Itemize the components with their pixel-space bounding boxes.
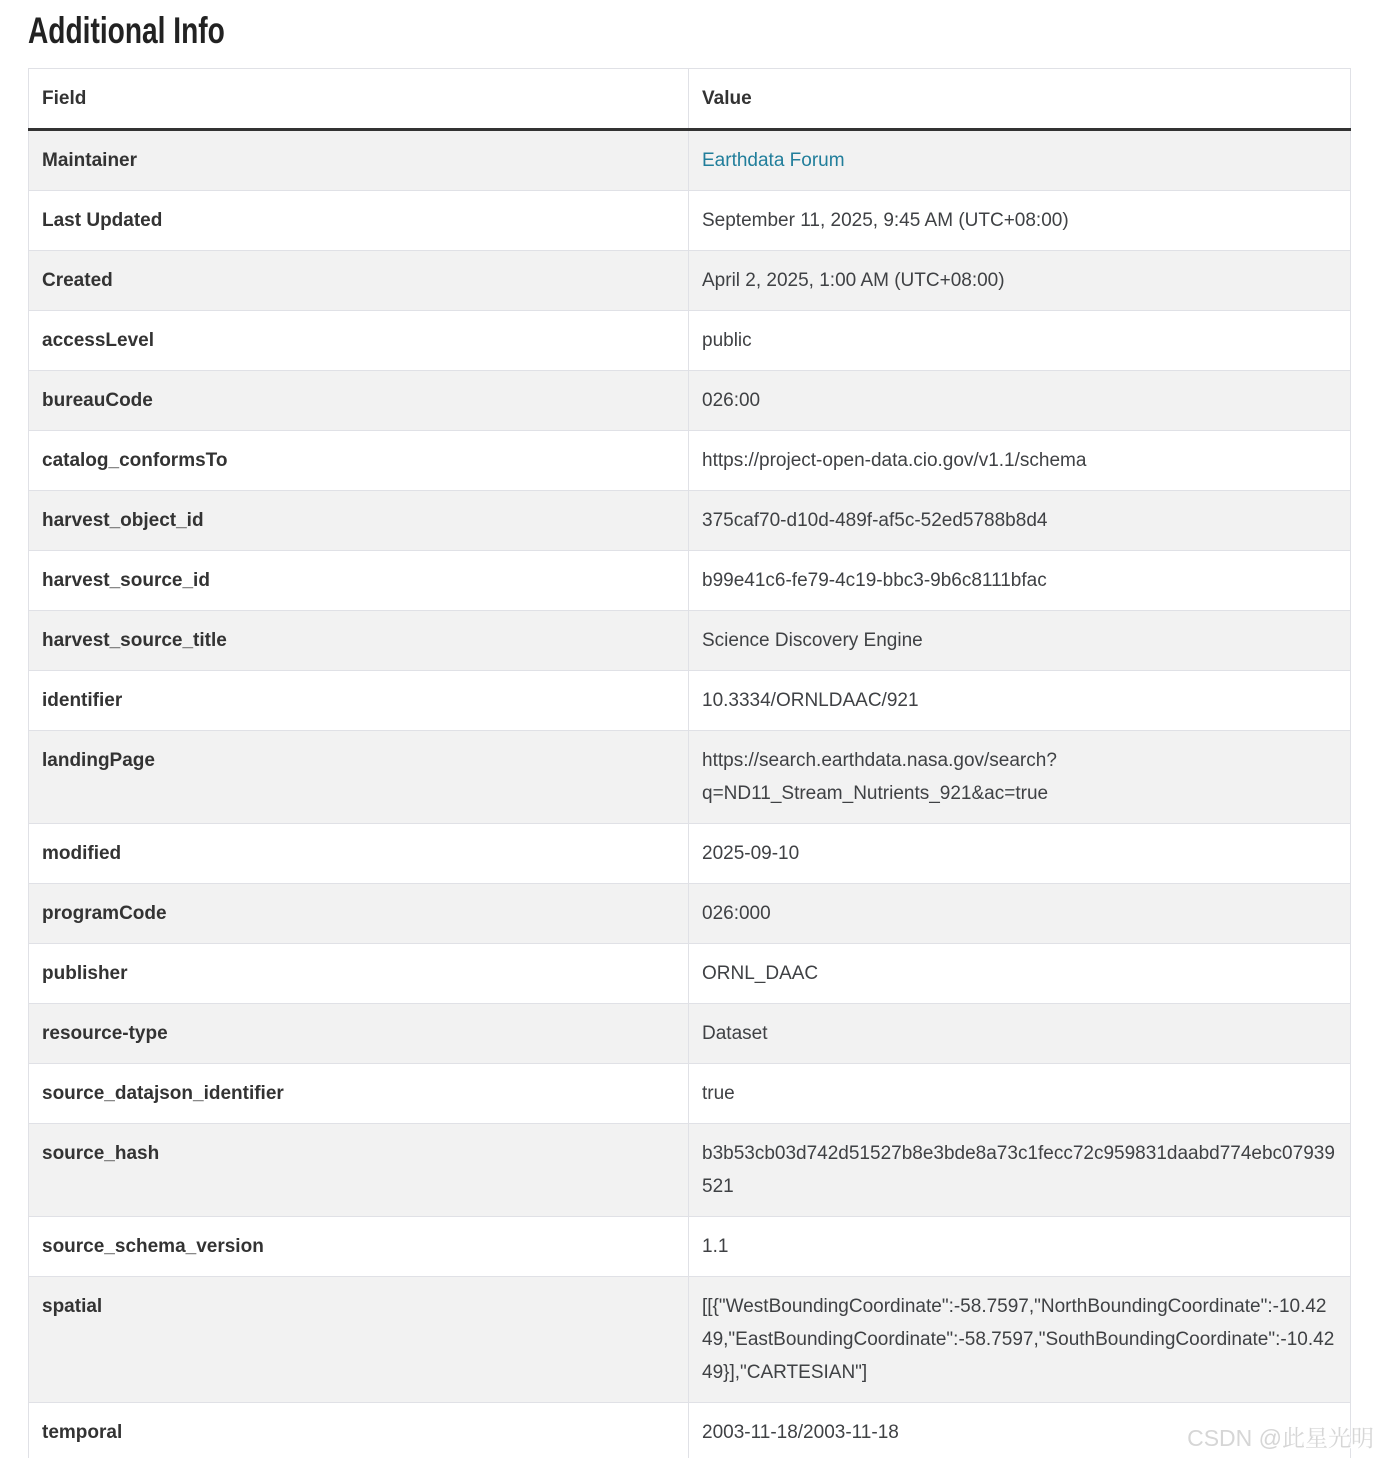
table-row xyxy=(29,731,1351,824)
field-value-cell: 2025-09-10 xyxy=(689,824,1351,884)
field-name-cell: temporal xyxy=(29,1403,689,1458)
table-row xyxy=(29,371,1351,431)
field-value-cell xyxy=(689,130,1351,191)
table-row xyxy=(29,251,1351,311)
field-name-cell: harvest_object_id xyxy=(29,491,689,551)
table-row xyxy=(29,1064,1351,1124)
additional-info-table xyxy=(28,68,1351,1458)
field-name-cell: catalog_conformsTo xyxy=(29,431,689,491)
field-value-cell: 1.1 xyxy=(689,1217,1351,1277)
field-value-cell: b99e41c6-fe79-4c19-bbc3-9b6c8111bfac xyxy=(689,551,1351,611)
field-name-cell: resource-type xyxy=(29,1004,689,1064)
table-row xyxy=(29,1124,1351,1217)
field-name-cell: modified xyxy=(29,824,689,884)
field-name-cell: programCode xyxy=(29,884,689,944)
table-header-row xyxy=(29,69,1351,130)
table-header xyxy=(29,69,1351,130)
field-value-cell: [[{"WestBoundingCoordinate":-58.7597,"NorthBoundingCoordinate":-10.4249,"EastBoundingCoordinate":-58.7597,"SouthBoundingCoordinate":-10.4249}],"CARTESIAN"] xyxy=(689,1277,1351,1403)
table-row xyxy=(29,311,1351,371)
table-row xyxy=(29,191,1351,251)
field-name-cell: bureauCode xyxy=(29,371,689,431)
table-row xyxy=(29,884,1351,944)
csdn-watermark: CSDN @此星光明 xyxy=(1187,1425,1374,1451)
table-row xyxy=(29,491,1351,551)
field-name-cell: harvest_source_title xyxy=(29,611,689,671)
table-body xyxy=(29,130,1351,1458)
field-value-cell: public xyxy=(689,311,1351,371)
field-value-cell: b3b53cb03d742d51527b8e3bde8a73c1fecc72c959831daabd774ebc07939521 xyxy=(689,1124,1351,1217)
field-name-cell: landingPage xyxy=(29,731,689,824)
table-row xyxy=(29,130,1351,191)
field-column-header: Field xyxy=(29,69,689,130)
page-title: Additional Info xyxy=(28,10,225,51)
table-row xyxy=(29,551,1351,611)
field-name-cell: accessLevel xyxy=(29,311,689,371)
field-name-cell: source_schema_version xyxy=(29,1217,689,1277)
field-name-cell: identifier xyxy=(29,671,689,731)
maintainer-link[interactable]: Earthdata Forum xyxy=(702,150,845,171)
field-name-cell: source_datajson_identifier xyxy=(29,1064,689,1124)
field-value-cell: 2003-11-18/2003-11-18 xyxy=(689,1403,1351,1458)
field-value-cell: https://project-open-data.cio.gov/v1.1/schema xyxy=(689,431,1351,491)
table-row xyxy=(29,431,1351,491)
field-value-cell: 10.3334/ORNLDAAC/921 xyxy=(689,671,1351,731)
field-value-cell: 026:000 xyxy=(689,884,1351,944)
table-row xyxy=(29,1217,1351,1277)
field-name-cell: spatial xyxy=(29,1277,689,1403)
value-column-header: Value xyxy=(689,69,1351,130)
field-name-cell: Last Updated xyxy=(29,191,689,251)
table-row xyxy=(29,611,1351,671)
field-name-cell: Created xyxy=(29,251,689,311)
field-value-cell: ORNL_DAAC xyxy=(689,944,1351,1004)
field-value-cell: April 2, 2025, 1:00 AM (UTC+08:00) xyxy=(689,251,1351,311)
table-row xyxy=(29,1004,1351,1064)
table-row xyxy=(29,944,1351,1004)
field-name-cell: publisher xyxy=(29,944,689,1004)
field-value-cell: 026:00 xyxy=(689,371,1351,431)
table-row xyxy=(29,824,1351,884)
field-name-cell: source_hash xyxy=(29,1124,689,1217)
table-row xyxy=(29,1403,1351,1458)
table-row xyxy=(29,671,1351,731)
field-value-cell: true xyxy=(689,1064,1351,1124)
field-value-cell: https://search.earthdata.nasa.gov/search?q=ND11_Stream_Nutrients_921&ac=true xyxy=(689,731,1351,824)
table-row xyxy=(29,1277,1351,1403)
field-value-cell: Dataset xyxy=(689,1004,1351,1064)
field-value-cell: Science Discovery Engine xyxy=(689,611,1351,671)
field-value-cell: September 11, 2025, 9:45 AM (UTC+08:00) xyxy=(689,191,1351,251)
field-name-cell: Maintainer xyxy=(29,130,689,191)
field-name-cell: harvest_source_id xyxy=(29,551,689,611)
field-value-cell: 375caf70-d10d-489f-af5c-52ed5788b8d4 xyxy=(689,491,1351,551)
